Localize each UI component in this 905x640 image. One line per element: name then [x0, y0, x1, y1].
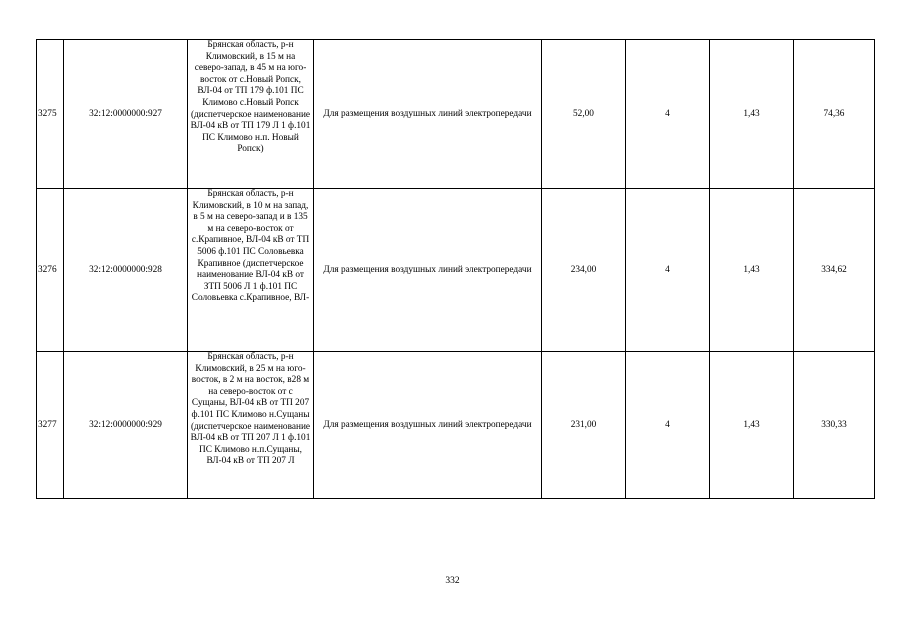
- column-8-value: 334,62: [794, 189, 875, 352]
- table-row: [37, 189, 875, 352]
- column-6-value: 4: [626, 189, 710, 352]
- area-value: 52,00: [542, 40, 626, 189]
- column-6-value: 4: [626, 352, 710, 499]
- location-address-text: Брянская область, р-н Климовский, в 10 м на запад, в 5 м на северо-запад и в 135 м на северо-восток от с.Крапивное, ВЛ-04 кВ от ТП 5006 ф.101 ПС Соловьевка Крапивное (диспетчерское наименование ВЛ-04 кВ от ЗТП 5006 Л 1 ф.101 ПС Соловьевка с.Крапивное, ВЛ-: [191, 189, 310, 304]
- cadastral-number: 32:12:0000000:929: [64, 352, 188, 499]
- column-7-value: 1,43: [710, 189, 794, 352]
- row-number: 3276: [37, 189, 64, 352]
- area-value: 231,00: [542, 352, 626, 499]
- location-address: [188, 189, 314, 352]
- column-6-value: 4: [626, 40, 710, 189]
- land-parcels-table: [36, 39, 875, 499]
- location-address-text: Брянская область, р-н Климовский, в 25 м на юго-восток, в 2 м на восток, в28 м на северо-восток от с Сущаны, ВЛ-04 кВ от ТП 207 ф.101 ПС Климово н.Сущаны (диспетчерское наименование ВЛ-04 кВ от ТП 207 Л 1 ф.101 ПС Климово н.п.Сущаны, ВЛ-04 кВ от ТП 207 Л: [190, 352, 311, 467]
- location-address-text: Брянская область, р-н Климовский, в 15 м на северо-запад, в 45 м на юго-восток от с.Новый Ропск, ВЛ-04 от ТП 179 ф.101 ПС Климово с.Новый Ропск (диспетчерское наименование ВЛ-04 кВ от ТП 179 Л 1 ф.101 ПС Климово н.п. Новый Ропск): [190, 40, 311, 155]
- column-7-value: 1,43: [710, 40, 794, 189]
- page-number: 332: [445, 576, 460, 586]
- column-7-value: 1,43: [710, 352, 794, 499]
- location-address: [188, 40, 314, 189]
- row-number: 3277: [37, 352, 64, 499]
- table-row: [37, 40, 875, 189]
- permitted-use: Для размещения воздушных линий электропередачи: [314, 40, 542, 189]
- column-8-value: 74,36: [794, 40, 875, 189]
- cadastral-number: 32:12:0000000:928: [64, 189, 188, 352]
- permitted-use: Для размещения воздушных линий электропередачи: [314, 352, 542, 499]
- area-value: 234,00: [542, 189, 626, 352]
- permitted-use: Для размещения воздушных линий электропередачи: [314, 189, 542, 352]
- cadastral-number: 32:12:0000000:927: [64, 40, 188, 189]
- table-row: [37, 352, 875, 499]
- row-number: 3275: [37, 40, 64, 189]
- column-8-value: 330,33: [794, 352, 875, 499]
- location-address: [188, 352, 314, 499]
